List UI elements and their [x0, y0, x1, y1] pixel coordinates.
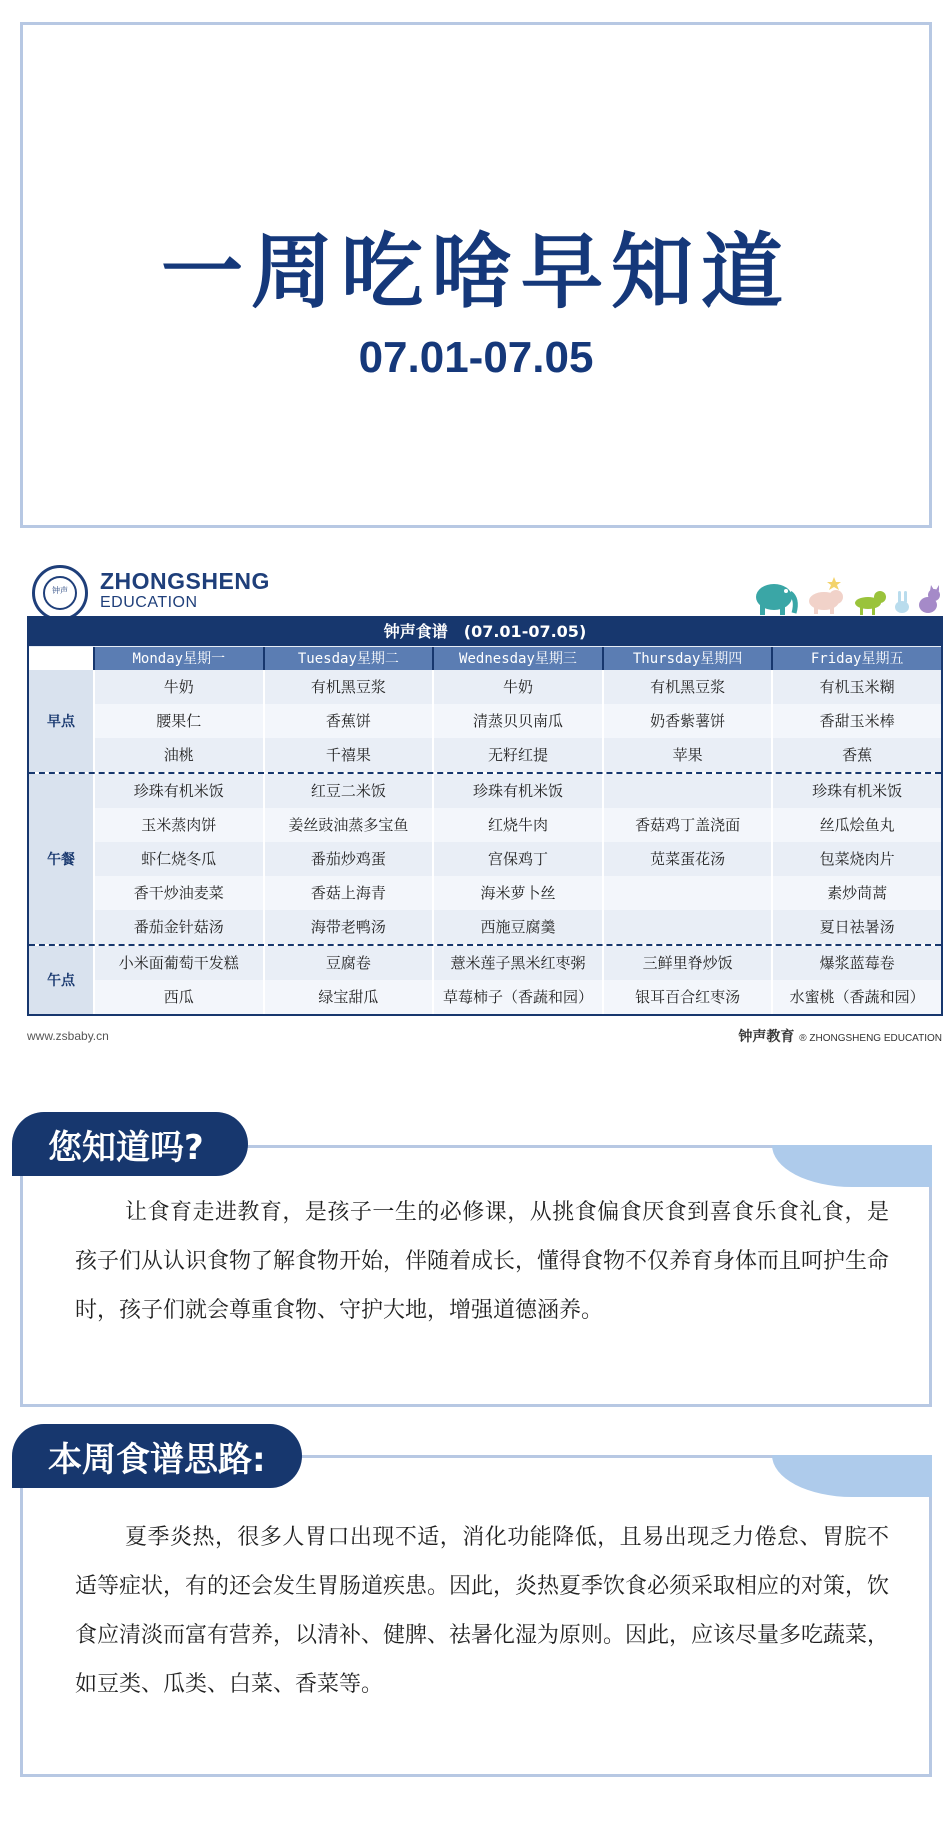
food-cell: 无籽红提	[432, 738, 602, 772]
food-cell: 虾仁烧冬瓜	[93, 842, 263, 876]
food-cell: 油桃	[93, 738, 263, 772]
food-cell: 珍珠有机米饭	[93, 774, 263, 808]
menu-table-dates: (07.01-07.05)	[463, 622, 587, 641]
elephant-icon	[756, 584, 795, 615]
food-cell: 包菜烧肉片	[771, 842, 941, 876]
day-header-wednesday: Wednesday星期三	[434, 647, 602, 670]
logo-text: 钟声	[52, 586, 68, 595]
table-row	[93, 910, 941, 944]
table-row	[93, 670, 941, 704]
food-cell: 三鲜里脊炒饭	[602, 946, 772, 980]
food-cell: 海米萝卜丝	[432, 876, 602, 910]
dog-icon	[855, 591, 886, 615]
food-cell: 有机玉米糊	[771, 670, 941, 704]
food-cell: 海带老鸭汤	[263, 910, 433, 944]
food-cell: 奶香紫薯饼	[602, 704, 772, 738]
day-header-tuesday: Tuesday星期二	[265, 647, 433, 670]
food-cell: 牛奶	[432, 670, 602, 704]
title-card	[20, 22, 932, 528]
card-corner-decoration	[772, 1145, 932, 1187]
footer-brand	[738, 1026, 942, 1046]
card-corner-decoration	[772, 1455, 932, 1497]
meal-label: 午点	[29, 946, 93, 1014]
food-cell: 姜丝豉油蒸多宝鱼	[263, 808, 433, 842]
food-cell: 绿宝甜瓜	[263, 980, 433, 1014]
food-cell: 豆腐卷	[263, 946, 433, 980]
food-cell: 夏日祛暑汤	[771, 910, 941, 944]
day-header-friday: Friday星期五	[773, 647, 941, 670]
school-logo	[32, 565, 88, 621]
menu-section	[0, 555, 950, 1060]
food-cell	[602, 910, 772, 944]
table-row	[93, 808, 941, 842]
food-cell: 腰果仁	[93, 704, 263, 738]
food-cell: 玉米蒸肉饼	[93, 808, 263, 842]
food-cell: 珍珠有机米饭	[771, 774, 941, 808]
brand-line-1: ZHONGSHENG	[100, 568, 270, 594]
pig-icon	[809, 590, 843, 614]
food-cell: 千禧果	[263, 738, 433, 772]
food-cell: 草莓柿子（香蔬和园）	[432, 980, 602, 1014]
table-row	[93, 704, 941, 738]
meal-block-afternoon-snack	[29, 944, 941, 1014]
rabbit-icon	[895, 591, 909, 613]
meal-block-lunch	[29, 772, 941, 944]
food-cell: 珍珠有机米饭	[432, 774, 602, 808]
food-cell: 香菇鸡丁盖浇面	[602, 808, 772, 842]
menu-table-title: 钟声食谱	[383, 622, 448, 641]
food-cell: 银耳百合红枣汤	[602, 980, 772, 1014]
table-row	[93, 876, 941, 910]
food-cell	[602, 774, 772, 808]
brand-name	[100, 569, 270, 613]
food-cell: 香干炒油麦菜	[93, 876, 263, 910]
food-cell: 番茄金针菇汤	[93, 910, 263, 944]
table-row	[93, 842, 941, 876]
page-title: 一周吃啥早知道	[160, 225, 791, 320]
table-row	[93, 980, 941, 1014]
food-cell: 番茄炒鸡蛋	[263, 842, 433, 876]
food-cell: 薏米莲子黑米红枣粥	[432, 946, 602, 980]
website-url: www.zsbaby.cn	[27, 1029, 109, 1043]
did-you-know-card	[20, 1145, 932, 1407]
food-cell: 苹果	[602, 738, 772, 772]
footer-brand-cn: 钟声教育	[738, 1029, 795, 1045]
brand-line-2: EDUCATION	[100, 594, 198, 611]
food-cell: 香蕉饼	[263, 704, 433, 738]
food-cell	[602, 876, 772, 910]
food-cell: 牛奶	[93, 670, 263, 704]
day-header-corner	[29, 647, 93, 670]
menu-idea-card	[20, 1455, 932, 1777]
food-cell: 有机黑豆浆	[263, 670, 433, 704]
food-cell: 西施豆腐羹	[432, 910, 602, 944]
menu-idea-text: 夏季炎热，很多人胃口出现不适，消化功能降低，且易出现乏力倦怠、胃脘不适等症状，有的还会发生胃肠道疾患。因此，炎热夏季饮食必须采取相应的对策，饮食应清淡而富有营养，以清补、健脾、祛暑化湿为原则。因此，应该尽量多吃蔬菜，如豆类、瓜类、白菜、香菜等。	[75, 1525, 890, 1697]
animal-illustrations-icon	[750, 573, 942, 617]
table-row	[93, 946, 941, 980]
did-you-know-text: 让食育走进教育，是孩子一生的必修课，从挑食偏食厌食到喜食乐食礼食，是孩子们从认识食物了解食物开始，伴随着成长，懂得食物不仅养育身体而且呵护生命时，孩子们就会尊重食物、守护大地，增强道德涵养。	[75, 1200, 890, 1323]
menu-table-header	[29, 618, 941, 646]
food-cell: 爆浆蓝莓卷	[771, 946, 941, 980]
food-cell: 有机黑豆浆	[602, 670, 772, 704]
did-you-know-heading: 您知道吗?	[12, 1112, 248, 1176]
food-cell: 宫保鸡丁	[432, 842, 602, 876]
footer-brand-en: ® ZHONGSHENG EDUCATION	[799, 1033, 942, 1044]
menu-idea-heading: 本周食谱思路:	[12, 1424, 302, 1488]
meal-label: 早点	[29, 670, 93, 772]
menu-table	[27, 616, 943, 1016]
cat-icon	[919, 585, 940, 613]
food-cell: 苋菜蛋花汤	[602, 842, 772, 876]
food-cell: 香蕉	[771, 738, 941, 772]
food-cell: 红豆二米饭	[263, 774, 433, 808]
food-cell: 西瓜	[93, 980, 263, 1014]
food-cell: 红烧牛肉	[432, 808, 602, 842]
food-cell: 香菇上海青	[263, 876, 433, 910]
food-cell: 素炒茼蒿	[771, 876, 941, 910]
food-cell: 香甜玉米棒	[771, 704, 941, 738]
meal-block-breakfast	[29, 670, 941, 772]
day-header-monday: Monday星期一	[95, 647, 263, 670]
food-cell: 水蜜桃（香蔬和园）	[771, 980, 941, 1014]
day-header-row	[29, 646, 941, 670]
food-cell: 丝瓜烩鱼丸	[771, 808, 941, 842]
table-row	[93, 738, 941, 772]
star-icon	[827, 577, 841, 590]
food-cell: 清蒸贝贝南瓜	[432, 704, 602, 738]
day-header-thursday: Thursday星期四	[604, 647, 772, 670]
date-range: 07.01-07.05	[358, 333, 594, 382]
food-cell: 小米面葡萄干发糕	[93, 946, 263, 980]
meal-label: 午餐	[29, 774, 93, 944]
table-row	[93, 774, 941, 808]
